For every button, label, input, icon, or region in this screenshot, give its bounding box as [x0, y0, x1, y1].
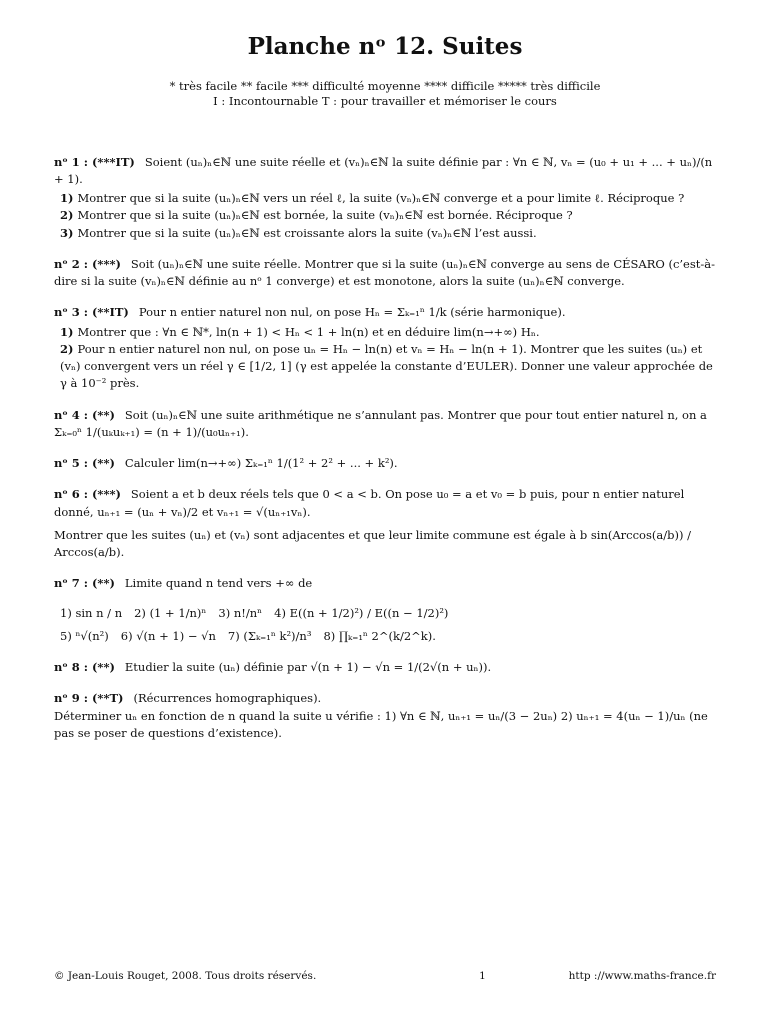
difficulty-legend [54, 79, 716, 110]
exercise-9 [54, 690, 716, 742]
limit-item: 3) n!/nⁿ [218, 605, 263, 620]
question-text: Montrer que si la suite (uₙ)ₙ∈ℕ est bornée, la suite (vₙ)ₙ∈ℕ est bornée. Réciproque ? [77, 208, 573, 223]
exercise-6 [54, 486, 716, 561]
limit-item: 6) √(n + 1) − √n [120, 628, 216, 643]
page-title: Planche nᵒ 12. Suites [247, 33, 523, 60]
page-footer [54, 970, 716, 982]
exercise-statement-continued: Montrer que les suites (uₙ) et (vₙ) sont adjacentes et que leur limite commune est égale à b sin(Arccos(a/b)) / Arccos(a/b). [54, 527, 691, 560]
exercise-heading: nᵒ 5 : (**) [54, 456, 115, 471]
exercise-statement-continued: Déterminer uₙ en fonction de n quand la suite u vérifie : 1) ∀n ∈ ℕ, uₙ₊₁ = uₙ/(3 − 2uₙ) 2) uₙ₊₁ = 4(uₙ − 1)/uₙ (ne pas se poser de questions d’existence). [54, 708, 708, 740]
limit-item: 7) (Σₖ₌₁ⁿ k²)/n³ [227, 628, 312, 643]
limits-list [60, 605, 716, 622]
exercise-statement: Soient a et b deux réels tels que 0 < a < b. On pose u₀ = a et v₀ = b puis, pour n entier naturel donné, uₙ₊₁ = (uₙ + vₙ)/2 et vₙ₊₁ = √(uₙ₊₁vₙ). [54, 487, 685, 519]
exercise-heading: nᵒ 6 : (***) [54, 487, 121, 502]
question-number: 2) [60, 341, 74, 356]
exercise-statement: Soit (uₙ)ₙ∈ℕ une suite arithmétique ne s’annulant pas. Montrer que pour tout entier naturel n, on a Σₖ₌₀ⁿ 1/(uₖuₖ₊₁) = (n + 1)/(u₀uₙ₊₁). [54, 407, 707, 439]
exercise-2 [54, 256, 716, 291]
limit-item: 5) ⁿ√(n²) [60, 628, 109, 643]
exercise-statement: Limite quand n tend vers +∞ de [124, 576, 313, 591]
limit-item: 2) (1 + 1/n)ⁿ [134, 605, 207, 620]
exercise-statement: Pour n entier naturel non nul, on pose Hₙ = Σₖ₌₁ⁿ 1/k (série harmonique). [138, 305, 566, 320]
question-text: Montrer que si la suite (uₙ)ₙ∈ℕ vers un réel ℓ, la suite (vₙ)ₙ∈ℕ converge et a pour limite ℓ. Réciproque ? [77, 191, 685, 206]
question-number: 2) [60, 208, 74, 223]
question-number: 3) [60, 225, 74, 240]
exercise-statement: (Récurrences homographiques). [133, 691, 322, 706]
question-item [60, 190, 716, 207]
exercise-5 [54, 455, 716, 472]
exercise-heading: nᵒ 1 : (***IT) [54, 154, 135, 169]
limit-item: 4) E((n + 1/2)²) / E((n − 1/2)²) [274, 605, 449, 620]
question-item [60, 225, 716, 242]
question-item [60, 341, 716, 393]
exercise-4 [54, 407, 716, 442]
exercise-1 [54, 154, 716, 242]
exercise-questions [54, 324, 716, 393]
exercise-statement: Soit (uₙ)ₙ∈ℕ une suite réelle. Montrer que si la suite (uₙ)ₙ∈ℕ converge au sens de CÉSARO (c’est-à-dire si la suite (vₙ)ₙ∈ℕ définie au nᵒ 1 converge) et est monotone, alors la suite (uₙ)ₙ∈ℕ converge. [54, 256, 715, 289]
website-link[interactable]: http ://www.maths-france.fr [568, 970, 716, 982]
legend-codes: I : Incontournable T : pour travailler et mémoriser le cours [213, 94, 557, 109]
question-text: Pour n entier naturel non nul, on pose uₙ = Hₙ − ln(n) et vₙ = Hₙ − ln(n + 1). Montrer que les suites (uₙ) et (vₙ) convergent vers un réel γ ∈ [1/2, 1] (γ est appelée la constante d’EULER). Donner une valeur approchée de γ à 10⁻² près. [60, 341, 713, 391]
exercise-8 [54, 659, 716, 676]
exercise-heading: nᵒ 8 : (**) [54, 660, 115, 675]
exercise-7 [54, 575, 716, 645]
exercise-heading: nᵒ 2 : (***) [54, 256, 121, 271]
question-item [60, 324, 716, 341]
question-item [60, 207, 716, 224]
exercise-statement: Soient (uₙ)ₙ∈ℕ une suite réelle et (vₙ)ₙ∈ℕ la suite définie par : ∀n ∈ ℕ, vₙ = (u₀ + u₁ + ... + uₙ)/(n + 1). [54, 154, 713, 186]
exercise-statement: Etudier la suite (uₙ) définie par √(n + 1) − √n = 1/(2√(n + uₙ)). [124, 660, 492, 675]
question-text: Montrer que si la suite (uₙ)ₙ∈ℕ est croissante alors la suite (vₙ)ₙ∈ℕ l’est aussi. [77, 225, 537, 240]
question-text: Montrer que : ∀n ∈ ℕ*, ln(n + 1) < Hₙ < 1 + ln(n) et en déduire lim(n→+∞) Hₙ. [77, 324, 540, 339]
exercise-heading: nᵒ 9 : (**T) [54, 691, 124, 706]
exercise-heading: nᵒ 7 : (**) [54, 576, 115, 591]
document-page [54, 30, 716, 756]
exercise-heading: nᵒ 4 : (**) [54, 407, 115, 422]
limit-item: 1) sin n / n [60, 605, 123, 620]
page-number: 1 [479, 970, 486, 982]
limits-list-continued [60, 628, 716, 645]
question-number: 1) [60, 191, 74, 206]
limit-item: 8) ∏ₖ₌₁ⁿ 2^(k/2^k). [323, 628, 436, 643]
exercise-heading: nᵒ 3 : (**IT) [54, 305, 129, 320]
exercise-3 [54, 304, 716, 392]
exercise-statement: Calculer lim(n→+∞) Σₖ₌₁ⁿ 1/(1² + 2² + ... + k²). [124, 456, 398, 471]
copyright-text: © Jean-Louis Rouget, 2008. Tous droits réservés. [54, 970, 317, 982]
legend-difficulty: * très facile ** facile *** difficulté moyenne **** difficile ***** très difficile [169, 78, 601, 93]
question-number: 1) [60, 324, 74, 339]
exercise-questions [54, 190, 716, 242]
